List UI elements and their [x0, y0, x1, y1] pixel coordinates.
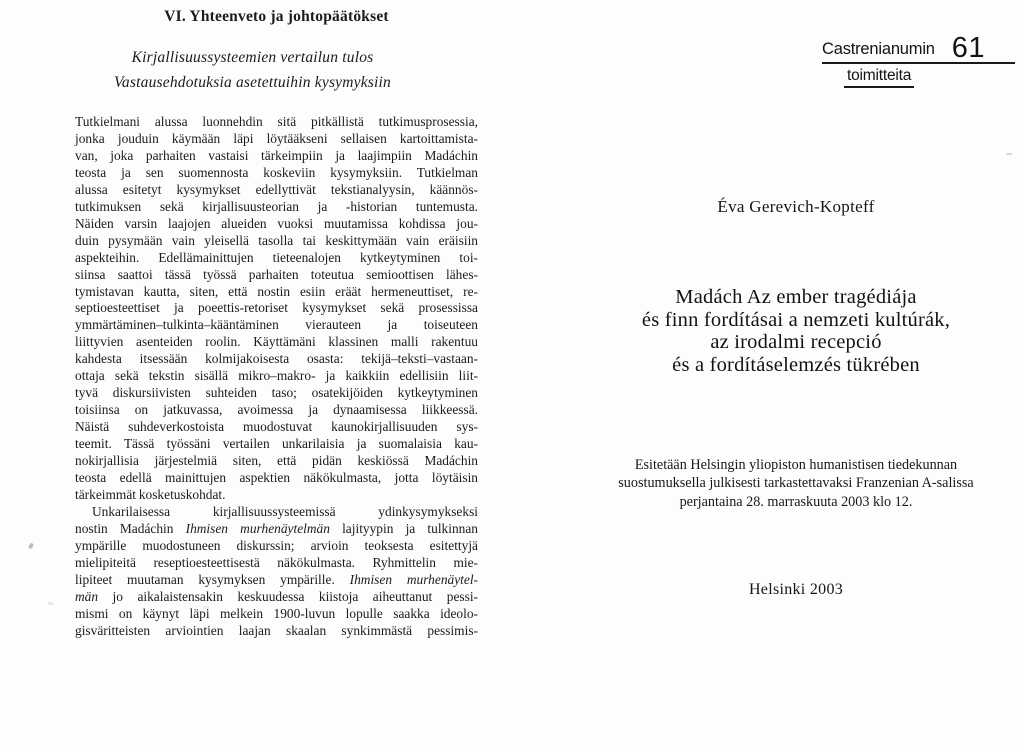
body-text-column [75, 114, 478, 640]
body-text-line [75, 250, 478, 267]
text-segment: mismi on käynyt läpi melkein 1900-luvun lopulle saakka ideolo- [75, 605, 478, 621]
text-segment: teosta edellä mainittujen aspektien näkökulmasta, jotta löytäisin [75, 470, 478, 486]
text-segment: septioesteettiset ja poeettis-retoriset kysymykset sekä prosessissa [75, 300, 478, 316]
scan-speck [203, 606, 209, 609]
chapter-subtitle-line: Kirjallisuussysteemien vertailun tulos [131, 49, 374, 66]
body-text-line [75, 334, 478, 351]
text-segment: tärkeimmät kosketuskohdat. [75, 486, 226, 502]
chapter-heading: VI. Yhteenveto ja johtopäätökset [164, 8, 389, 25]
text-segment: jo aikalaistensakin keskuudessa kiistoja aiheuttanut pessi- [98, 588, 478, 604]
body-text-line [75, 216, 478, 233]
body-text-line [75, 419, 478, 436]
body-text-line [75, 470, 478, 487]
body-text-line [75, 487, 478, 504]
body-text-line [75, 555, 478, 572]
text-segment: Ihmisen murhenäytel- [349, 571, 478, 587]
text-segment: Näiden varsin laajojen alueiden vuoksi muutamissa kohdissa jou- [75, 215, 478, 231]
text-segment: tutkimuksen sekä kirjallisuusteorian ja -historian tuntemusta. [75, 198, 478, 214]
book-title-line: Madách Az ember tragédiája [675, 286, 917, 308]
author-name: Éva Gerevich-Kopteff [717, 197, 875, 216]
text-segment: van, joka parhaiten vastaisi tärkeimpiin ja laajimpiin Madáchin [75, 147, 478, 163]
text-segment: gisväritteisten arviointien laajan skaalan synkimmästä pessimis- [75, 622, 478, 638]
text-segment: nostin Madáchin [75, 520, 186, 536]
series-subtitle-row [822, 64, 1015, 88]
scan-speck [1006, 153, 1012, 155]
body-text-line [75, 538, 478, 555]
body-text-line [75, 402, 478, 419]
text-segment: liittyvien asenteiden roolin. Käyttämäni klassinen malli rakentuu [75, 334, 478, 350]
text-segment: nokirjallisia järjestelmiä siten, että pidän keskiössä Madáchin [75, 453, 478, 469]
book-title-line: az irodalmi recepció [710, 331, 882, 353]
text-segment: ymmärtäminen–tulkinta–kääntäminen vierauteen ja toiseuteen [75, 317, 478, 333]
text-segment: ottaja sekä tekstin sisällä mikro–makro- ja kaikkiin edellisiin liit- [75, 368, 478, 384]
scan-speck [28, 542, 35, 549]
text-segment: tyvä diskursiivisten suhteiden taso; osatekijöiden kytkeytyminen [75, 385, 478, 401]
text-segment: tymistavan kautta, siten, että nostin esiin eräät hermeneuttiset, re- [75, 283, 478, 299]
text-segment: Unkarilaisessa kirjallisuussysteemissä ydinkysymykseksi [92, 503, 478, 519]
defense-statement-line: perjantaina 28. marraskuuta 2003 klo 12. [679, 493, 913, 510]
series-name: Castrenianumin [822, 40, 935, 59]
body-text-line [75, 623, 478, 640]
body-text-line [75, 165, 478, 182]
chapter-subtitle-line: Vastausehdotuksia asetettuihin kysymyksiin [113, 74, 392, 91]
text-segment: lajityypin ja tulkinnan [329, 520, 478, 536]
body-text-line [75, 114, 478, 131]
body-text-line [75, 521, 478, 538]
text-segment: ympärille muodostuneen diskurssin; arvioin teoksesta esitettyjä [75, 537, 478, 553]
body-text-line [75, 385, 478, 402]
chapter-subtitle [51, 45, 454, 95]
body-text-line [75, 131, 478, 148]
text-segment: Näistä suhdeverkostoista muodostuvat kaunokirjallisuuden sys- [75, 419, 478, 435]
text-segment: Ihmisen murhenäytelmän [185, 520, 330, 536]
text-segment: kahdesta itsessään kolmijakoisesta osasta: tekijä–teksti–vastaan- [75, 351, 478, 367]
defense-statement-line: Esitetään Helsingin yliopiston humanistisen tiedekunnan [634, 457, 958, 473]
series-title-row [822, 32, 1015, 64]
book-title-line: és a fordításelemzés tükrében [672, 353, 920, 376]
body-text-line [75, 300, 478, 317]
book-title-line: és finn fordításai a nemzeti kultúrák, [641, 308, 951, 331]
series-number: 61 [951, 32, 986, 64]
text-segment: män [75, 588, 99, 604]
defense-statement-line: suostumuksella julkisesti tarkastettavaksi Franzenian A-salissa [618, 475, 974, 492]
text-segment: Tutkielmani alussa luonnehdin sitä pitkällistä tutkimusprosessia, [75, 114, 478, 129]
body-text-line [75, 606, 478, 623]
text-segment: teosta ja sen suomennosta koskeviin kysymyksiin. Tutkielman [75, 164, 478, 180]
book-title [560, 286, 1024, 376]
body-text-line [75, 351, 478, 368]
text-segment: jonka jouduin käymään läpi löytääkseni sellaisen kartoittamista- [75, 130, 478, 146]
body-text-line [75, 436, 478, 453]
text-segment: aspekteihin. Edellämainittujen tieteenalojen kytkeytyminen toi- [75, 249, 478, 265]
text-segment: teemit. Tässä työssäni vertailen unkarilaisia ja suomalaisia kau- [75, 436, 478, 452]
body-text-line [75, 182, 478, 199]
text-segment: lipiteet muutaman kysymyksen ympärille. [75, 571, 350, 587]
body-text-line [75, 589, 478, 606]
body-text-line [75, 504, 478, 521]
body-text-line [75, 572, 478, 589]
text-segment: duin pysymään vain yleisellä tasolla tai keskittymään vain eräisiin [75, 232, 478, 248]
body-text-line [75, 148, 478, 165]
text-segment: alussa esitetyt kysymykset edellyttivät tekstianalyysin, käännös- [75, 181, 478, 197]
body-text-line [75, 267, 478, 284]
scan-speck [48, 602, 53, 605]
body-text-line [75, 284, 478, 301]
body-text-line [75, 199, 478, 216]
series-subtitle: toimitteita [844, 67, 914, 88]
series-header [822, 32, 1015, 88]
text-segment: mielipiteitä reseptioesteettisestä näkökulmasta. Ryhmittelin mie- [75, 554, 478, 570]
body-text-line [75, 368, 478, 385]
defense-statement [560, 456, 1024, 511]
body-text-line [75, 317, 478, 334]
text-segment: siinsa saattoi tässä työssä parhaiten toteutua semioottisen lähes- [75, 266, 478, 282]
body-text-line [75, 233, 478, 250]
text-segment: toisiinsa on jatkuvassa, avoimessa ja dynaamisessa liikkeessä. [75, 402, 478, 418]
body-text-line [75, 453, 478, 470]
imprint-line: Helsinki 2003 [748, 581, 844, 598]
